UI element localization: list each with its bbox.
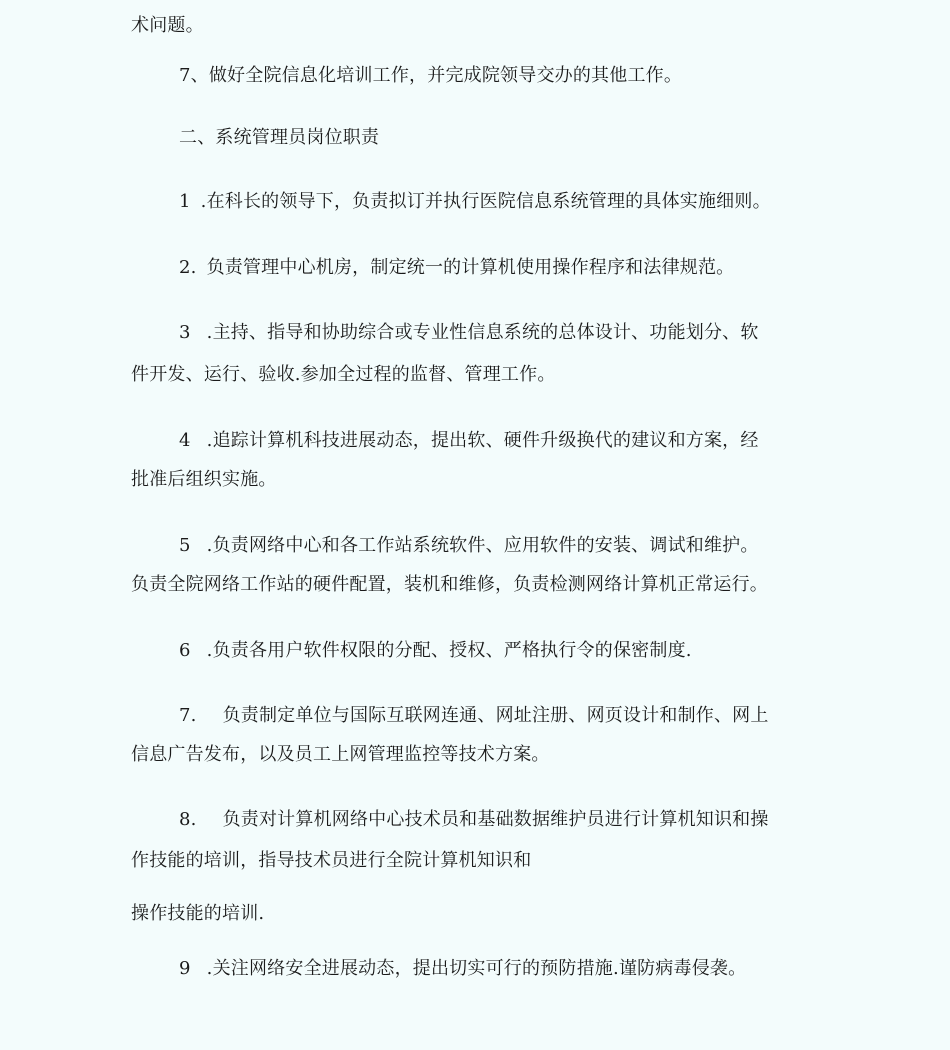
paragraph-7-top: 7、做好全院信息化培训工作，并完成院领导交办的其他工作。 xyxy=(179,65,683,86)
item-number: 4 xyxy=(179,430,191,451)
list-item xyxy=(179,534,759,558)
list-item xyxy=(179,429,759,453)
item-text: .负责各用户软件权限的分配、授权、严格执行令的保密制度. xyxy=(206,640,692,661)
item-text: .负责网络中心和各工作站系统软件、应用软件的安装、调试和维护。 xyxy=(206,535,759,556)
item-text: 负责对计算机网络中心技术员和基础数据维护员进行计算机知识和操 xyxy=(222,809,769,830)
item-text-continuation: 操作技能的培训. xyxy=(131,903,265,924)
item-text: 负责制定单位与国际互联网连通、网址注册、网页设计和制作、网上 xyxy=(222,705,769,726)
item-number: 5 xyxy=(179,535,191,556)
item-text-continuation: 负责全院网络工作站的硬件配置，装机和维修，负责检测网络计算机正常运行。 xyxy=(131,574,768,595)
item-text-continuation: 批准后组织实施。 xyxy=(131,469,277,490)
item-text: .主持、指导和协助综合或专业性信息系统的总体设计、功能划分、软 xyxy=(206,322,759,343)
item-number: 3 xyxy=(179,322,191,343)
item-number: 8. xyxy=(179,809,197,830)
list-item xyxy=(179,321,759,345)
item-text: 负责管理中心机房，制定统一的计算机使用操作程序和法律规范。 xyxy=(206,257,735,278)
list-item xyxy=(179,639,692,663)
continuation-text: 术问题。 xyxy=(131,15,204,36)
list-item xyxy=(179,256,734,280)
list-item xyxy=(179,957,746,981)
item-text-continuation: 件开发、运行、验收.参加全过程的监督、管理工作。 xyxy=(131,364,556,385)
item-text: .关注网络安全进展动态，提出切实可行的预防措施.谨防病毒侵袭。 xyxy=(206,958,747,979)
item-text-continuation: 作技能的培训，指导技术员进行全院计算机知识和 xyxy=(131,850,532,871)
item-text-continuation: 信息广告发布，以及员工上网管理监控等技术方案。 xyxy=(131,744,550,765)
item-number: 7. xyxy=(179,705,197,726)
item-number: 2. xyxy=(179,257,197,278)
item-text: .在科长的领导下，负责拟订并执行医院信息系统管理的具体实施细则。 xyxy=(200,191,771,212)
section-heading: 二、系统管理员岗位职责 xyxy=(179,127,380,148)
item-number: 6 xyxy=(179,640,191,661)
list-item xyxy=(179,190,771,214)
list-item xyxy=(179,808,769,832)
item-number: 9 xyxy=(179,958,191,979)
item-text: .追踪计算机科技进展动态，提出软、硬件升级换代的建议和方案，经 xyxy=(206,430,759,451)
item-number: 1 xyxy=(179,191,191,212)
list-item xyxy=(179,704,769,728)
